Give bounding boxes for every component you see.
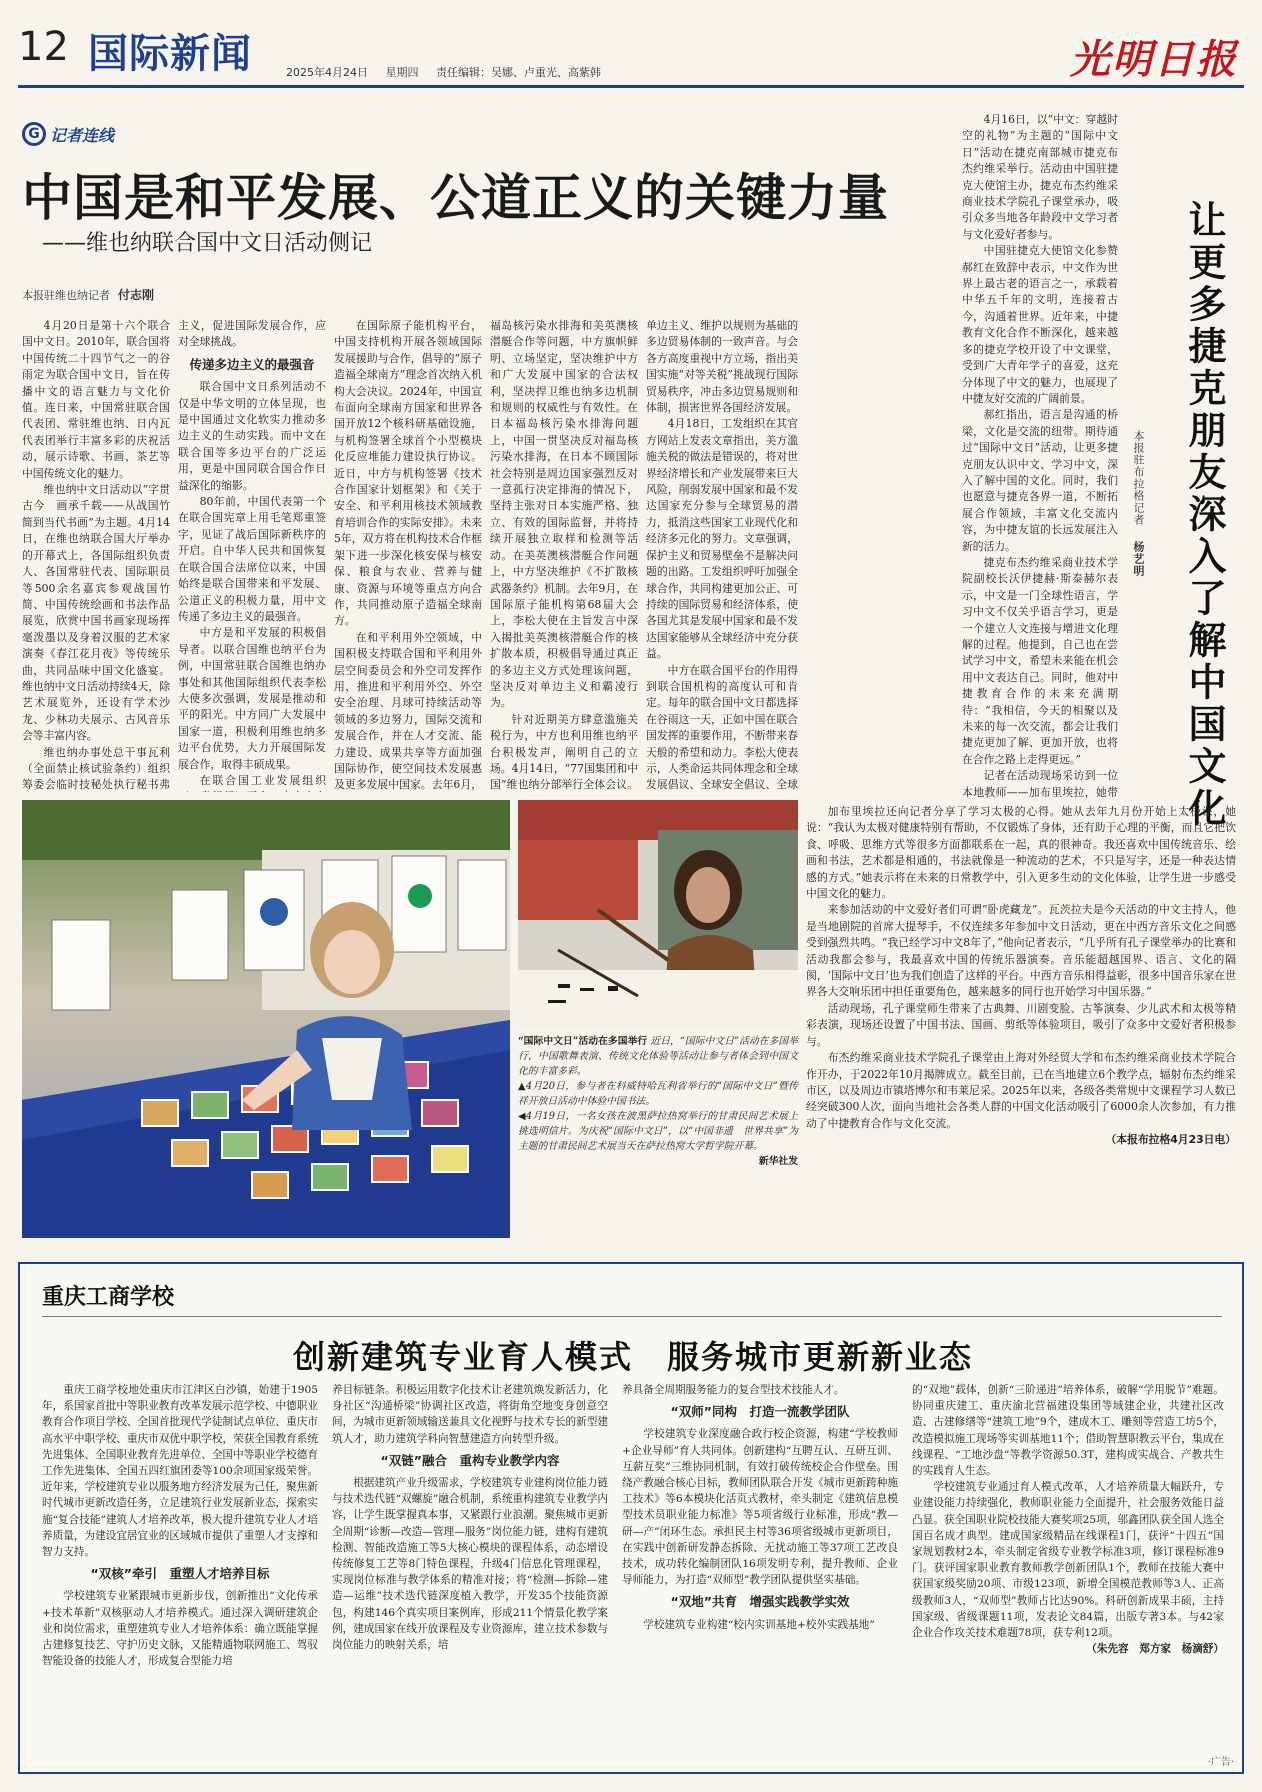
paragraph: 的“双地”载体，创新“三阶递进”培养体系，破解“学用脱节”难题。协同重庆建工、重庆渝北营福建设集团等域建企业，共建社区改造、古建修缮等“建筑工地”9个，建成木工、雕刻等营造工坊5个，改造模拟施工现场等实训基地11个；借助智慧职教云平台，集成在线课程、“工地沙盘”等教学资源50.3T，建构成实战合、产教共生的实践育人生态。 — [912, 1384, 1224, 1478]
photo-girl-postcards — [22, 800, 510, 1238]
photo-credit: 新华社发 — [758, 1156, 798, 1167]
paragraph: 主义，促进国际发展合作，应对全球挑战。 — [178, 319, 326, 349]
kicker — [22, 122, 114, 146]
paragraph: 重庆工商学校地处重庆市江津区白沙镇，始建于1905年，系国家首批中等职业教育改革发展示范学校、中德职业教育合作项目学校、全国首批现代学徒制试点单位、重庆市高水平中职学校、重庆市双优中职学校，荣获全国教育系统先进集体、全国职业教育先进单位、全国中等职业学校德育工作先进集体、全国五四红旗团委等100余项国家级荣誉。近年来，学校建筑专业以服务地方经济发展为己任，聚焦新时代城市更新改造任务，立足建筑行业发展新业态，探索实施“复合技能”建筑人才培养改革，极大提升建筑专业人才培养质量，为建设宜居宜业的区域城市提供了重塑人才支撑和智力支持。 — [42, 1384, 318, 1559]
ad-label: ·广告· — [1207, 1757, 1234, 1768]
paragraph: 郝红指出，语言是沟通的桥梁，文化是交流的纽带。期待通过“国际中文日”活动，让更多捷克朋友认识中文、学习中文，深入了解中国的文化。同时，我们也愿意与捷克各界一道，不断拓展合作领域，丰富文化交流内容，为中捷友谊的长远发展注入新的活力。 — [962, 408, 1118, 553]
paragraph: 在和平利用外空领域，中国积极支持联合国和平利用外层空间委员会和外空司发挥作用，推进和平利用外空、外空安全治理、月球可持续活动等领域的多边努力，国际交流和发展合作，并在人才交流、能力建设、成果共享等方面加强国际协作，使空间技术发展惠及更多发展中国家。去年6月， — [334, 630, 482, 792]
paragraph: 中方是和平发展的积极倡导者。以联合国维也纳平台为例，中国常驻联合国维也纳办事处和其他国际组织代表李松大使多次强调，发展是推动和平的阳光。中方同广大发展中国家一道，积极利用维也纳多边平台优势，大力开展国际发展合作，取得丰硕成果。 — [178, 626, 326, 771]
paragraph: 学校建筑专业紧跟城市更新步伐，创新推出“文化传承+技术革新”双核驱动人才培养模式。通过深入调研建筑企业和岗位需求，重塑建筑专业人才培养体系：确立既能掌握古建修复技艺、守护历史文脉，又能精通物联网施工、驾驭智能设备的技能人才，形成复合型能力培 — [42, 1590, 318, 1668]
paragraph: 针对近期美方肆意滥施关税行为，中方也利用维也纳平台积极发声，阐明自己的立场。4月14日，“77国集团和中国”维也纳分部举行全体会议。 — [490, 712, 638, 792]
article-column-5 — [646, 318, 798, 792]
paragraph: 学校建筑专业深度融合政行校企资源，构建“学校教师+企业导师”育人共同体。创新建构“互聘互认、互研互训、互薪互奖”三维协同机制，有效打破传统校企合作壁垒。围绕产教融合核心目标，教师团队联合开发《城市更新跨种施工技术》等6本模块化活页式教材，牵头制定《建筑信息模型技术员职业能力标准》等5项省级行业标准，形成“教—研—产”闭环生态。承担民主村等36项省级城市更新项目，在实践中创新研发静态拆除、无扰动施工等37项工艺改良技术，成功转化编制团队16项发明专利，提升教师、企业导师能力，为打造“双师型”教学团队提供坚实基础。 — [622, 1428, 898, 1587]
headline: 中国是和平发展、公道正义的关键力量 — [22, 169, 889, 227]
side-byline-label: 本报驻布拉格记者 — [1132, 430, 1145, 526]
paragraph: 捷克布杰约维采商业技术学院副校长沃伊捷赫·斯泰赫尔表示，中文是一门全球性语言，学习中文不仅关乎语言学习，更是一个建立人文连接与增进文化理解的过程。他提到，自己也在尝试学习中文，希望未来能在机会用中文表达自己。同时，他对中捷教育合作的未来充满期待：“我相信，今天的相聚以及未来的每一次交流，都会让我们捷克更加了解、更加开放，也将在合作之路上走得更远。” — [962, 555, 1118, 766]
article-column-3 — [334, 318, 482, 792]
paragraph: 维也纳办事处总干事瓦利（全面禁止核试验条约）组织筹委会临时技秘处执行秘书弗 — [22, 745, 170, 792]
paragraph: 根据建筑产业升级需求，学校建筑专业建构岗位能力链与技术迭代链“双螺旋”融合机制，系统重构建筑专业教学内容，让学生既掌握真本事，又紧跟行业浪潮。聚焦城市更新全周期“诊断—改造—管理—服务”岗位能力链，建构有建筑检测、智能改造施工等5大核心模块的课程体系，动态增设传统修复工艺等8门特色课程，升级4门信息化管理课程，实现岗位标准与教学体系的精准对接；将“检测—拆除—建造—运维”技术迭代链深度植入教学，开发35个技能资源包，构建146个真实项目案例库，形成211个情景化教学案例，建成国家在线开放课程及专业资源库，建立技术参数与岗位能力的映射关系，培 — [332, 1477, 608, 1652]
page-number: 12 — [18, 24, 69, 70]
byline — [22, 286, 154, 303]
side-article-byline — [1130, 430, 1146, 577]
masthead — [18, 18, 1244, 88]
photo-caption — [518, 1034, 798, 1169]
ad-column-3 — [622, 1382, 898, 1752]
section-heading: 传递多边主义的最强音 — [189, 356, 315, 372]
dateline — [286, 64, 615, 80]
side-byline-name: 杨艺明 — [1132, 540, 1145, 577]
editors: 责任编辑：吴娜、卢重光、高紫韩 — [436, 66, 601, 79]
paragraph: 4月18日，工发组织在其官方网站上发表文章指出，美方滥施关税的做法是错误的，将对世界经济增长和产业发展带来巨大风险，削弱发展中国家和最不发达国家充分参与全球贸易的潜力，抵消这些国家工业现代化和经济多元化的努力。文章强调，保护主义和贸易壁垒不是解决问题的出路。工发组织呼吁加强全球合作，共同构建更加公正、可持续的国际贸易和经济体系，使各国尤其是发展中国家和最不发达国家能够从全球经济中充分获益。 — [646, 417, 798, 661]
paragraph: 养具备全周期服务能力的复合型技术技能人才。 — [622, 1384, 845, 1396]
paragraph: 单边主义、维护以规则为基础的多边贸易体制的一致声音。与会各方高度重视中方立场，指出美国实施“对等关税”挑战现行国际贸易秩序，冲击多边贸易规则和体制，损害世界各国经济发展。 — [646, 319, 798, 415]
newspaper-logo: 光明日报 — [1070, 36, 1238, 83]
issue-weekday: 星期四 — [385, 66, 419, 79]
ad-column-2 — [332, 1382, 608, 1752]
paragraph: 联合国中文日系列活动不仅是中华文明的立体呈现，也是中国通过文化软实力推动多边主义的生动实践。而中文在联合国等多边平台的广泛运用，更是中国同联合国合作日益深化的缩影。 — [178, 380, 326, 492]
article-column-2 — [178, 318, 326, 792]
caption-text: 近日，“国际中文日”活动在多国举行，中国歌舞表演、传统文化体验等活动让参与者体会到中国文化的丰富多彩。 — [518, 1036, 798, 1077]
article-column-4 — [490, 318, 638, 792]
ad-authors: （朱先容 郑方家 杨滴舒） — [1086, 1643, 1224, 1656]
byline-name: 付志刚 — [118, 288, 155, 302]
section-title: 国际新闻 — [88, 31, 252, 77]
paragraph: 活动现场，孔子课堂师生带来了古典舞、川剧变脸、古筝演奏、少儿武术和太极等精彩表演，现场还设置了中国书法、国画、剪纸等体验项目，吸引了众多中文爱好者积极参与。 — [806, 1001, 1236, 1048]
ad-school-name: 重庆工商学校 — [42, 1285, 175, 1310]
side-article-column-bottom — [806, 804, 1236, 1254]
paragraph: 布杰约维采商业技术学院孔子课堂由上海对外经贸大学和布杰约维采商业技术学院合作开办，于2022年10月揭牌成立。截至目前，已在当地建立6个教学点，辐射布杰约维采市区，以及周边市镇塔博尔和韦莱尼采。2025年以来，各级各类常规中文课程学习人数已经突破300人次，面向当地社会各类人群的中国文化活动吸引了6000余人次参加，有力推动了中捷教育合作与文化交流。 — [806, 1051, 1236, 1130]
ad-column-1 — [42, 1382, 318, 1752]
section-heading: “双地”共育 增强实践教学实效 — [670, 1594, 850, 1610]
article-column-1 — [22, 318, 170, 792]
paragraph: 在国际原子能机构平台，中国支持机构开展各领域国际发展援助与合作，倡导的“原子造福全球南方”理念首次纳入机构大会决议。2024年，中国宣布面向全球南方国家和世界各国开放12个核科研基础设施，与机构签署全球首个小型模块化反应堆能力建设执行协议。近日，中方与机构签署《技术合作国家计划框架》和《关于安全、和平利用核技术领域教育培训合作的实际安排》。未来5年，双方将在机构技术合作框架下进一步深化核安保与核安保、粮食与农业、营养与健康、资源与环境等重点方向合作，共同推动原子造福全球南方。 — [334, 319, 482, 628]
section-heading: “双核”牵引 重塑人才培养目标 — [90, 1566, 270, 1582]
issue-date: 2025年4月24日 — [286, 66, 368, 79]
byline-label: 本报驻维也纳记者 — [22, 289, 110, 302]
ad-title: 创新建筑专业育人模式 服务城市更新新业态 — [292, 1338, 973, 1376]
section-heading: “双师”同构 打造一流教学团队 — [670, 1404, 850, 1420]
paragraph: 中方在联合国平台的作用得到联合国机构的高度认可和肯定。每年的联合国中文日都选择在谷雨这一天，正如中国在联合国发挥的重要作用，不断带来春天般的希望和动力。李松大使表示，人类命运共同体理念和全球发展倡议、全球安全倡议、全球 — [646, 663, 798, 792]
paragraph: 4月20日是第十六个联合国中文日。2010年，联合国将中国传统二十四节气之一的谷雨定为联合国中文日，旨在传播中文的语言魅力与文化价值。连日来，中国常驻联合国代表团、常驻维也纳、日内瓦代表团举行丰富多彩的庆祝活动，展示诗歌、书画、茶艺等中国传统文化的魅力。 — [22, 319, 170, 480]
paragraph: 来参加活动的中文爱好者们可谓“卧虎藏龙”。瓦茨拉夫是今天活动的中文主持人，他是当地剧院的首席大提琴手，不仅连续多年参加中文日活动，更在中西方音乐文化之间感受到强烈共鸣。“我已经学习中文8年了，”他向记者表示，“几乎所有孔子课堂举办的比赛和活动我都会参与，我最喜欢中国的传统乐器演奏。音乐能超越国界、语言、文化的隔阂，‘国际中文日’也为我们创造了这样的平台。中西方音乐相得益彰，很多中国音乐家在世界各大交响乐团中担任重要角色，越来越多的同行也开始学习中国乐器。” — [806, 903, 1236, 999]
paragraph: 福岛核污染水排海和美英澳核潜艇合作等问题，中方旗帜鲜明、立场坚定，坚决维护中方和广大发展中国家的合法权利，坚决捍卫维也纳多边机制和规则的权威性与有效性。在日本福岛核污染水排海问题上，中国一贯坚决反对福岛核污染水排海，在日本不顾国际社会特别是周边国家强烈反对一意孤行决定排海的情况下，坚持主张对日本实施严格、独立、有效的国际监督，并将持续开展独立取样和检测等活动。在美英澳核潜艇合作问题上，中方坚决维护《不扩散核武器条约》机制。去年9月，在国际原子能机构第68届大会上，李松大使在主旨发言中深入揭批美英澳核潜艇合作的核扩散本质，积极倡导通过真正的多边主义方式处理该问题，坚决反对单边主义和霸凌行为。 — [490, 319, 638, 710]
ad-column-4 — [912, 1382, 1224, 1752]
paragraph: 学校建筑专业通过育人模式改革，人才培养质量大幅跃升，专业建设能力持续强化，教师职业能力全面提升，社会服务效能日益凸显。获全国职业院校技能大赛奖项25项，邬鑫团队获全国人选全国百名成才典型。建成国家级精品在线课程1门，获评“十四五”国家规划教材2本，牵头制定省级专业教学标准3项，修订课程标准9门。获评国家职业教育教师教学创新团队1个，教师在技能大赛中获国家级奖励20项、市级123项，新增全国模范教师等3人、正高级教师3人，“双师型”教师占比达90%。科研创新成果丰硕，主持国家级、省级课题11项，发表论文84篇，出版专著3本。与42家企业合作攻关技术难题78项，获专利12项。 — [912, 1481, 1224, 1640]
paragraph: 4月16日，以“中文：穿越时空的礼物”为主题的“国际中文日”活动在捷克南部城市捷克布杰约维采举行。活动由中国驻捷克大使馆主办，捷克布杰约维采商业技术学院孔子课堂承办，吸引众多当地各年龄段中文学习者与文化爱好者参与。 — [962, 113, 1118, 241]
paragraph: 80年前，中国代表第一个在联合国宪章上用毛笔郑重签字，见证了战后国际新秩序的开启。自中华人民共和国恢复在联合国合法席位以来，中国始终是联合国带来和平发展、公道正义的积极力量，用中文传递了多边主义的最强音。 — [178, 495, 326, 623]
paragraph: 记者在活动现场采访到一位本地教师——加布里埃拉，她带 — [962, 769, 1118, 799]
advertisement-box — [18, 1262, 1244, 1774]
divider — [42, 1316, 1222, 1317]
caption-text: ▲4月20日，参与者在科威特哈瓦利省举行的“国际中文日”暨传祥开放日活动中体验中国书法。 — [518, 1081, 798, 1107]
paragraph: 在联合国工业发展组织 — [199, 773, 326, 787]
subhead: ——维也纳联合国中文日活动侧记 — [42, 231, 373, 256]
paragraph: 加布里埃拉还向记者分享了学习太极的心得。她从去年九月份开始上太极课，她说：“我认为太极对健康特别有帮助，不仅锻炼了身体，还有助于心理的平衡，而且它把饮食、呼吸、思维方式等很多方面都联系在一起，真的很神奇。我还喜欢中国传统音乐、绘画和书法，艺术都是相通的，书法就像是一种流动的艺术，不只是写字，还是一种表达情感的方式。”她表示将在未来的日常教学中，引入更多生动的文化体验，让学生进一步感受中国文化的魅力。 — [806, 805, 1236, 901]
caption-text: ◀4月19日，一名女孩在波黑萨拉热窝举行的甘肃民间艺术展上挑选明信片。为庆祝“国际中文日”，以“中国非遗 世界共享”为主题的甘肃民间艺术展当天在萨拉热窝大学哲学院开幕。 — [518, 1111, 798, 1152]
kicker-label: 记者连线 — [50, 125, 115, 145]
paragraph: 学校建筑专业构建“校内实训基地+校外实践基地” — [643, 1618, 875, 1631]
paragraph: 养目标链条。积极运用数字化技术让老建筑焕发新活力，化身社区“沟通桥梁”协调社区改造，将街角空地变身创意空间，为城市更新领域输送兼具文化视野与技术专长的新型建筑人才，助力建筑学科向智慧建造方向转型升级。 — [332, 1384, 608, 1445]
paragraph: 中国驻捷克大使馆文化参赞郝红在致辞中表示，中文作为世界上最古老的语言之一，承载着中华五千年的文明，连接着古今，沟通着世界。近年来，中捷教育文化合作不断深化，越来越多的捷克学校开设了中文课堂，受到广大青年学子的喜爱，这充分体现了中文的魅力，也展现了中捷友好交流的广阔前景。 — [962, 244, 1118, 405]
side-article-title: 让更多捷克朋友深入了解中国文化 — [1182, 200, 1226, 830]
side-article-column-top — [962, 112, 1118, 800]
side-dateline-end: （本报布拉格4月23日电） — [1105, 1133, 1236, 1147]
photo-calligraphy — [518, 800, 798, 1028]
paragraph: 维也纳中文日活动以“字贯古今 画承千载——从战国竹简到当代书画”为主题。4月14日，在维也纳联合国大厅举办的开幕式上，各国际组织负责人、各国常驻代表、国际职员等500余名嘉宾参观战国竹简、中国传统绘画和书法作品展览，欣赏中国书画家现场挥毫泼墨以及身着汉服的艺术家演奏《春江花月夜》等传统乐曲，共同品味中国文化盛宴。维也纳中文日活动持续4天，除艺术展览外，还设有学术沙龙、少林功夫展示、古风音乐会等丰富内容。 — [22, 483, 170, 743]
section-heading: “双链”融合 重构专业教学内容 — [380, 1452, 560, 1468]
caption-title: “国际中文日”活动在多国举行 — [518, 1036, 648, 1047]
reporter-logo-icon: G — [22, 122, 46, 146]
